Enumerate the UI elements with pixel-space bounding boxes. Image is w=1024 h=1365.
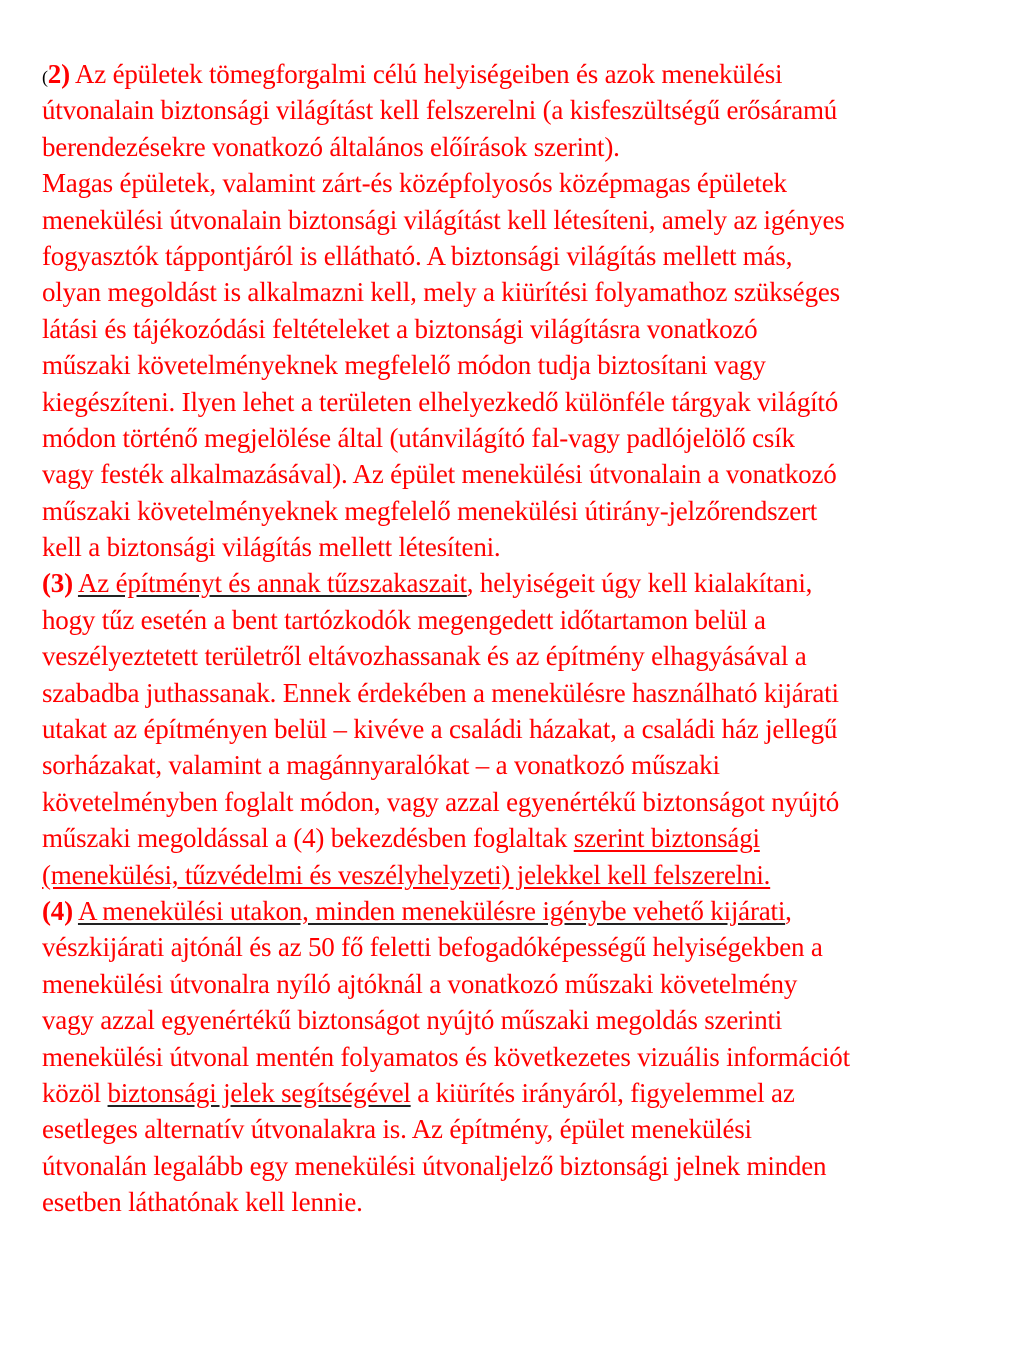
- paragraph-number: (4): [42, 895, 73, 926]
- text-segment: menekülési útvonal mentén folyamatos és következetes vizuális információt: [42, 1041, 850, 1072]
- text-segment: kell a biztonsági világítás mellett létesíteni.: [42, 532, 501, 563]
- text-segment: esetleges alternatív útvonalakra is. Az építmény, épület menekülési: [42, 1114, 752, 1145]
- text-segment: módon történő megjelölése által (utánvilágító fal-vagy padlójelölő csík: [42, 422, 795, 453]
- paragraph-number: 2): [47, 59, 70, 89]
- text-segment: hogy tűz esetén a bent tartózkodók megengedett időtartamon belül a: [42, 604, 766, 635]
- text-segment: , helyiségeit úgy kell kialakítani,: [466, 568, 813, 599]
- text-line: [42, 384, 1012, 420]
- text-line: [42, 675, 1012, 711]
- text-segment: sorházakat, valamint a magánnyaralókat – a vonatkozó műszaki: [42, 750, 720, 781]
- text-line: [42, 56, 1012, 92]
- text-segment: közöl: [42, 1077, 108, 1108]
- text-line: [42, 1002, 1012, 1038]
- underlined-text: (menekülési, tűzvédelmi és veszélyhelyzeti) jelekkel kell felszerelni.: [42, 859, 771, 890]
- text-line: [42, 929, 1012, 965]
- text-line: [42, 747, 1012, 783]
- text-line: [42, 565, 1012, 601]
- text-line: [42, 1075, 1012, 1111]
- text-line: [42, 1148, 1012, 1184]
- text-segment: olyan megoldást is alkalmazni kell, mely a kiürítési folyamathoz szükséges: [42, 277, 840, 308]
- document-body: [42, 56, 1012, 1221]
- text-line: [42, 966, 1012, 1002]
- text-line: [42, 420, 1012, 456]
- text-segment: menekülési útvonalra nyíló ajtóknál a vonatkozó műszaki követelmény: [42, 968, 798, 999]
- text-line: [42, 857, 1012, 893]
- text-line: [42, 493, 1012, 529]
- text-line: [42, 784, 1012, 820]
- text-segment: Magas épületek, valamint zárt-és középfolyosós középmagas épületek: [42, 168, 787, 199]
- text-line: [42, 529, 1012, 565]
- text-segment: műszaki megoldással a (4) bekezdésben foglaltak: [42, 823, 574, 854]
- text-line: [42, 347, 1012, 383]
- text-line: [42, 274, 1012, 310]
- text-line: [42, 1039, 1012, 1075]
- text-segment: vészkijárati ajtónál és az 50 fő feletti befogadóképességű helyiségekben a: [42, 932, 823, 963]
- text-line: [42, 456, 1012, 492]
- text-line: [42, 311, 1012, 347]
- text-segment: berendezésekre vonatkozó általános előírások szerint).: [42, 131, 620, 162]
- text-line: [42, 638, 1012, 674]
- text-segment: esetben láthatónak kell lennie.: [42, 1187, 363, 1218]
- underlined-text: biztonsági jelek segítségével: [107, 1077, 411, 1108]
- text-line: [42, 238, 1012, 274]
- text-line: [42, 1184, 1012, 1220]
- paragraph-number: (3): [42, 568, 73, 599]
- text-segment: ,: [785, 895, 792, 926]
- text-line: [42, 893, 1012, 929]
- text-line: [42, 1111, 1012, 1147]
- text-segment: útvonalán legalább egy menekülési útvonaljelző biztonsági jelnek minden: [42, 1150, 827, 1181]
- text-segment: műszaki követelményeknek megfelelő menekülési útirány-jelzőrendszert: [42, 495, 818, 526]
- text-line: [42, 129, 1012, 165]
- text-segment: útvonalain biztonsági világítást kell felszerelni (a kisfeszültségű erősáramú: [42, 95, 838, 126]
- text-line: [42, 92, 1012, 128]
- text-segment: fogyasztók táppontjáról is ellátható. A biztonsági világítás mellett más,: [42, 240, 793, 271]
- text-segment: műszaki követelményeknek megfelelő módon tudja biztosítani vagy: [42, 350, 766, 381]
- text-segment: a kiürítés irányáról, figyelemmel az: [410, 1077, 795, 1108]
- text-line: [42, 602, 1012, 638]
- text-line: [42, 202, 1012, 238]
- text-segment: Az épületek tömegforgalmi célú helyiségeiben és azok menekülési: [69, 59, 783, 89]
- text-line: [42, 820, 1012, 856]
- text-segment: veszélyeztetett területről eltávozhassanak és az építmény elhagyásával a: [42, 641, 807, 672]
- text-segment: szabadba juthassanak. Ennek érdekében a menekülésre használható kijárati: [42, 677, 839, 708]
- text-segment: követelményben foglalt módon, vagy azzal egyenértékű biztonságot nyújtó: [42, 786, 840, 817]
- text-segment: utakat az építményen belül – kivéve a családi házakat, a családi ház jellegű: [42, 714, 838, 745]
- text-segment: kiegészíteni. Ilyen lehet a területen elhelyezkedő különféle tárgyak világító: [42, 386, 839, 417]
- text-segment: vagy festék alkalmazásával). Az épület menekülési útvonalain a vonatkozó: [42, 459, 837, 490]
- text-line: [42, 165, 1012, 201]
- underlined-text: A menekülési utakon, minden menekülésre igénybe vehető kijárati: [77, 895, 786, 926]
- text-segment: menekülési útvonalain biztonsági világítást kell létesíteni, amely az igényes: [42, 204, 845, 235]
- text-line: [42, 711, 1012, 747]
- text-segment: vagy azzal egyenértékű biztonságot nyújtó műszaki megoldás szerinti: [42, 1005, 783, 1036]
- text-segment: látási és tájékozódási feltételeket a biztonsági világításra vonatkozó: [42, 313, 758, 344]
- text-segment: (: [42, 67, 48, 87]
- underlined-text: szerint biztonsági: [573, 823, 760, 854]
- underlined-text: Az építményt és annak tűzszakaszait: [77, 568, 467, 599]
